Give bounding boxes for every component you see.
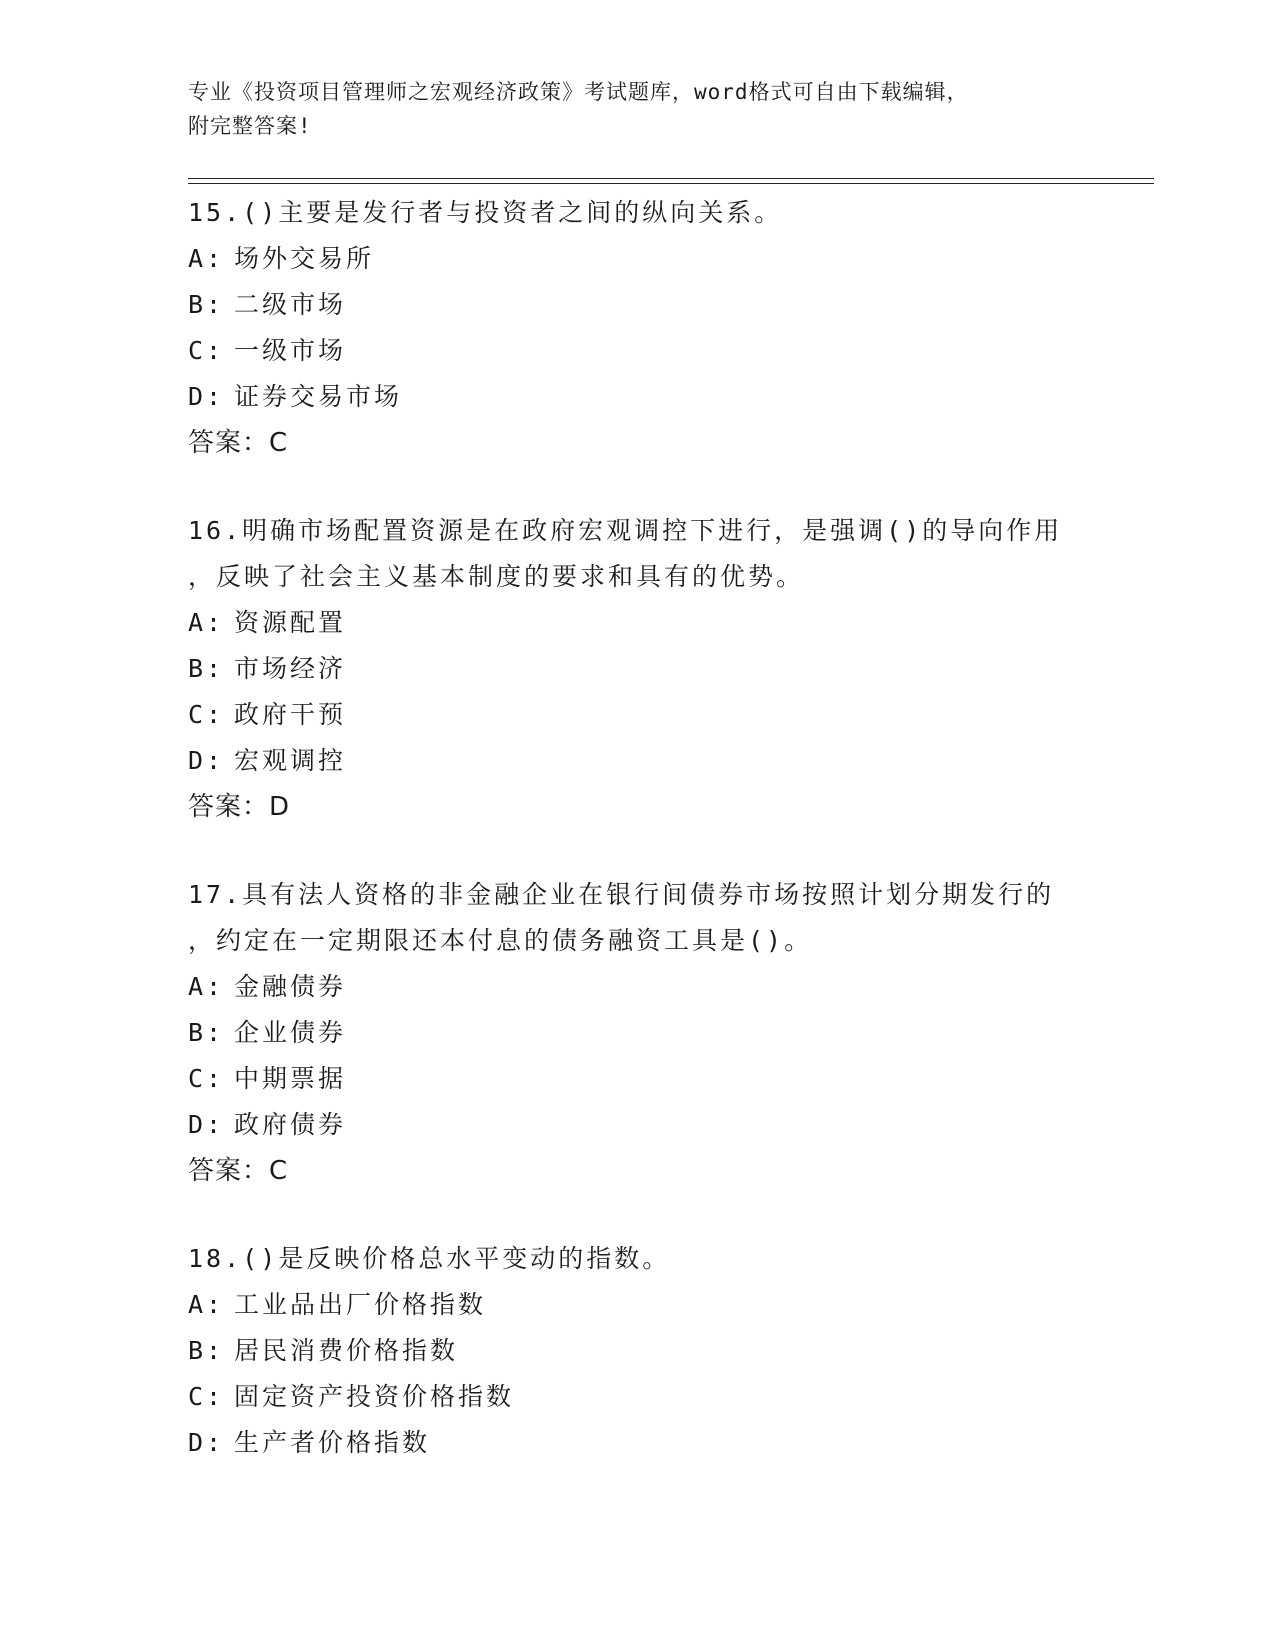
option-letter: B: xyxy=(188,654,225,683)
option-text: 二级市场 xyxy=(234,290,347,319)
option-letter: C: xyxy=(188,700,225,729)
option-text: 生产者价格指数 xyxy=(234,1428,431,1457)
option-letter: C: xyxy=(188,1382,225,1411)
option-text: 中期票据 xyxy=(234,1064,347,1093)
answer-line: 答案：C xyxy=(188,428,289,458)
option-text: 证券交易市场 xyxy=(234,382,403,411)
option-text: 政府债券 xyxy=(234,1110,347,1139)
option-letter: C: xyxy=(188,1064,225,1093)
question-15 xyxy=(188,190,1128,466)
option-text: 固定资产投资价格指数 xyxy=(234,1382,515,1411)
question-18 xyxy=(188,1236,1128,1466)
option-letter: C: xyxy=(188,336,225,365)
option-text: 场外交易所 xyxy=(234,244,375,273)
option-b xyxy=(188,1328,1128,1374)
option-c xyxy=(188,1374,1128,1420)
option-text: 政府干预 xyxy=(234,700,347,729)
answer-line: 答案：C xyxy=(188,1156,289,1186)
option-a xyxy=(188,236,1128,282)
option-letter: D: xyxy=(188,1428,225,1457)
option-text: 宏观调控 xyxy=(234,746,347,775)
header-divider-bottom xyxy=(188,183,1154,184)
option-letter: D: xyxy=(188,746,225,775)
question-17 xyxy=(188,872,1128,1194)
question-stem: 15.()主要是发行者与投资者之间的纵向关系。 xyxy=(188,198,783,227)
document-header xyxy=(188,75,1088,143)
header-divider-top xyxy=(188,178,1154,179)
option-text: 企业债券 xyxy=(234,1018,347,1047)
option-c xyxy=(188,1056,1128,1102)
option-letter: B: xyxy=(188,290,225,319)
option-d xyxy=(188,738,1128,784)
option-letter: A: xyxy=(188,972,225,1001)
option-a xyxy=(188,1282,1128,1328)
option-letter: B: xyxy=(188,1336,225,1365)
option-a xyxy=(188,600,1128,646)
option-text: 一级市场 xyxy=(234,336,347,365)
option-text: 工业品出厂价格指数 xyxy=(234,1290,487,1319)
header-line-1: 专业《投资项目管理师之宏观经济政策》考试题库，word格式可自由下载编辑， xyxy=(188,80,969,104)
option-letter: A: xyxy=(188,1290,225,1319)
option-a xyxy=(188,964,1128,1010)
option-d xyxy=(188,1102,1128,1148)
option-d xyxy=(188,374,1128,420)
question-stem-continued: ，反映了社会主义基本制度的要求和具有的优势。 xyxy=(188,562,805,591)
option-letter: A: xyxy=(188,244,225,273)
question-list xyxy=(188,190,1128,1466)
option-text: 市场经济 xyxy=(234,654,347,683)
option-b xyxy=(188,646,1128,692)
question-stem: 16.明确市场配置资源是在政府宏观调控下进行，是强调()的导向作用 xyxy=(188,516,1063,545)
option-text: 金融债券 xyxy=(234,972,347,1001)
option-c xyxy=(188,328,1128,374)
question-stem: 17.具有法人资格的非金融企业在银行间债券市场按照计划分期发行的 xyxy=(188,880,1055,909)
option-b xyxy=(188,1010,1128,1056)
question-stem: 18.()是反映价格总水平变动的指数。 xyxy=(188,1244,671,1273)
option-text: 资源配置 xyxy=(234,608,347,637)
option-letter: A: xyxy=(188,608,225,637)
question-stem-continued: ，约定在一定期限还本付息的债务融资工具是()。 xyxy=(188,926,813,955)
question-16 xyxy=(188,508,1128,830)
option-c xyxy=(188,692,1128,738)
option-text: 居民消费价格指数 xyxy=(234,1336,459,1365)
option-d xyxy=(188,1420,1128,1466)
option-letter: D: xyxy=(188,1110,225,1139)
answer-line: 答案：D xyxy=(188,792,291,822)
option-letter: D: xyxy=(188,382,225,411)
option-b xyxy=(188,282,1128,328)
header-line-2: 附完整答案! xyxy=(188,114,312,138)
option-letter: B: xyxy=(188,1018,225,1047)
